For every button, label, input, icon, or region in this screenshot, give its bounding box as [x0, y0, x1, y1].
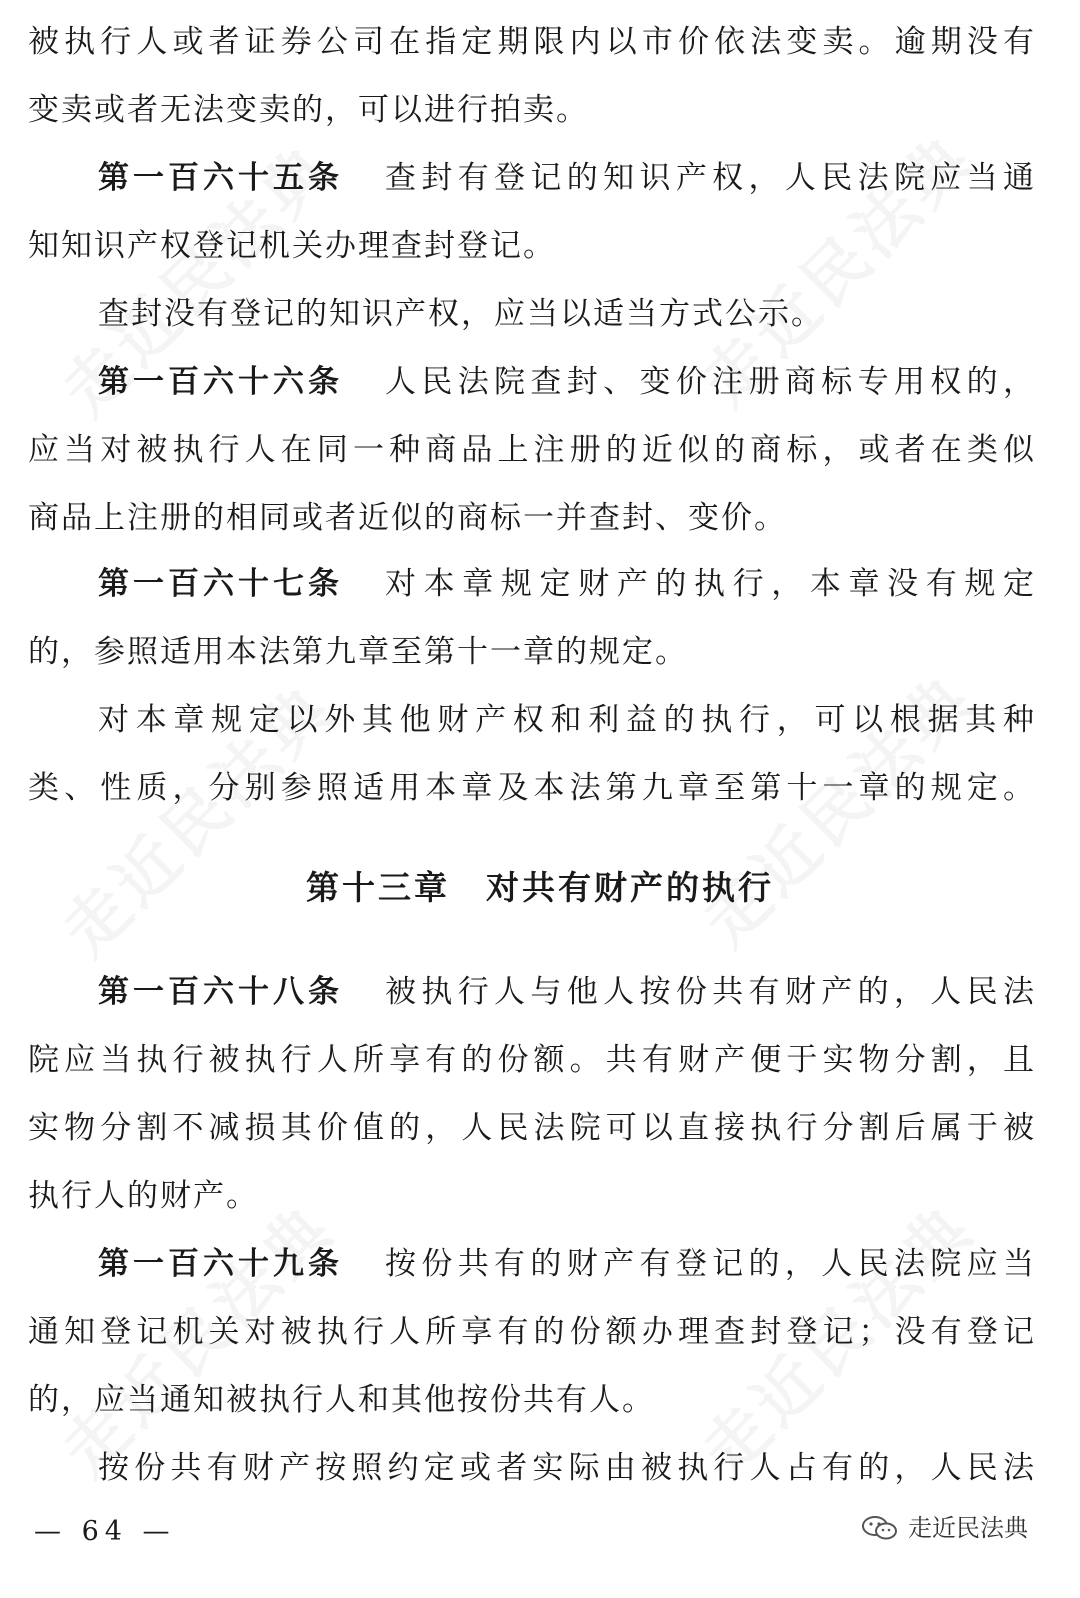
- text-line: 通知登记机关对被执行人所享有的份额办理查封登记；没有登记: [28, 1314, 1036, 1350]
- text-line: 院应当执行被执行人所享有的份额。共有财产便于实物分割，且: [28, 1042, 1036, 1078]
- article-number: 第一百六十六条: [98, 364, 343, 400]
- text-line: 按份共有的财产有登记的，人民法院应当: [385, 1246, 1036, 1282]
- article-paragraph-165: [28, 156, 1036, 200]
- article-number: 第一百六十五条: [98, 160, 343, 196]
- text-line: 被执行人或者证券公司在指定期限内以市价依法变卖。逾期没有: [28, 24, 1036, 60]
- text-line: 人民法院查封、变价注册商标专用权的，: [385, 364, 1036, 400]
- text-line: 商品上注册的相同或者近似的商标一并查封、变价。: [28, 500, 787, 536]
- article-paragraph-166: [28, 360, 1036, 404]
- account-attribution: [860, 1508, 1028, 1548]
- text-line: 变卖或者无法变卖的，可以进行拍卖。: [28, 92, 589, 128]
- text-line: 按份共有财产按照约定或者实际由被执行人占有的，人民法: [98, 1450, 1036, 1486]
- text-line: 类、性质，分别参照适用本章及本法第九章至第十一章的规定。: [28, 770, 1036, 806]
- article-number: 第一百六十七条: [98, 566, 343, 602]
- article-paragraph-168: [28, 970, 1036, 1014]
- account-name: 走近民法典: [908, 1514, 1028, 1542]
- article-paragraph-169: [28, 1242, 1036, 1286]
- article-number: 第一百六十九条: [98, 1246, 343, 1282]
- text-line: 查封没有登记的知识产权，应当以适当方式公示。: [98, 296, 824, 332]
- article-number: 第一百六十八条: [98, 974, 343, 1010]
- article-paragraph-167: [28, 562, 1036, 606]
- text-line: 对本章规定以外其他财产权和利益的执行，可以根据其种: [98, 702, 1036, 738]
- wechat-icon: [860, 1514, 900, 1542]
- text-line: 查封有登记的知识产权，人民法院应当通: [385, 160, 1036, 196]
- text-line: 对本章规定财产的执行，本章没有规定: [385, 566, 1036, 602]
- text-line: 的，应当通知被执行人和其他按份共有人。: [28, 1382, 655, 1418]
- text-line: 知知识产权登记机关办理查封登记。: [28, 228, 556, 264]
- text-line: 应当对被执行人在同一种商品上注册的近似的商标，或者在类似: [28, 432, 1036, 468]
- text-line: 被执行人与他人按份共有财产的，人民法: [385, 974, 1036, 1010]
- text-line: 执行人的财产。: [28, 1178, 259, 1214]
- chapter-heading: 第十三章 对共有财产的执行: [306, 868, 774, 907]
- page-number: — 64 —: [34, 1516, 176, 1547]
- text-line: 实物分割不减损其价值的，人民法院可以直接执行分割后属于被: [28, 1110, 1036, 1146]
- text-line: 的，参照适用本法第九章至第十一章的规定。: [28, 634, 688, 670]
